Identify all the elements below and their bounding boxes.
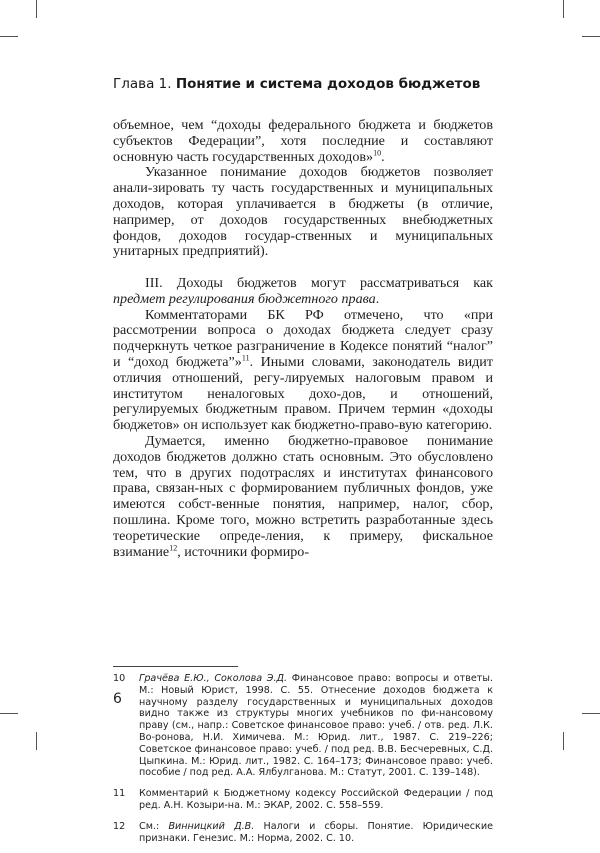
footnote-authors: Грачёва Е.Ю., Соколова Э.Д. [139,673,288,684]
footnote-number: 11 [113,788,126,800]
footnote-ref: 12 [169,542,178,552]
footnote-text: Налоги и сборы. Понятие. Юридические признаки. Генезис. М.: Норма, 2002. С. 10. [139,820,493,844]
paragraph: Указанное понимание доходов бюджетов позволяет анали-зировать ту часть государственных и муниципальных доходов, которая уплачивается в бюджеты (в отличие, например, от доходов государственных внебюджетных фондов, доходов государ-ственных и муниципальных унитарных предприятий). [113,164,493,260]
crop-mark [582,713,600,714]
footnote-ref: 10 [373,147,382,157]
crop-mark [0,36,18,37]
emphasis: предмет регулирования бюджетного права [113,290,376,307]
footnote [113,788,493,812]
crop-mark [36,732,37,750]
chapter-label: Глава 1. [113,76,172,92]
body-text [113,118,493,560]
crop-mark [0,713,18,714]
footnote-divider [113,666,238,667]
crop-mark [582,36,600,37]
paragraph: III. Доходы бюджетов могут рассматриваться как предмет регулирования бюджетного права. [113,274,493,307]
footnote-number: 10 [113,673,126,684]
paragraph: Думается, именно бюджетно-правовое понимание доходов бюджетов должно стать основным. Это обусловлено тем, что в других подотраслях и институтах финансового права, связан-ных с формированием публичных фондов, уже имеются собст-венные понятия, например, налог, сбор, пошлина. Кроме того, можно встретить разработанные здесь теоретические опреде-ления, к примеру, фискальное взимание$^{12}$, источники формиро- [113,432,493,560]
footnote-text: Комментарий к Бюджетному кодексу Российской Федерации / под ред. А.Н. Козыри-на. М.: ЭКАР, 2002. С. 558–559. [139,788,493,811]
paragraph: Комментаторами БК РФ отмечено, что «при рассмотрении вопроса о доходах бюджета следует сразу подчеркнуть четкое разграничение в Кодексе понятий “налог” и “доход бюджета”»$^{11}$. Иными словами, законодатель видит отличия отношений, регу-лируемых налоговым правом и институтом неналоговых дохо-дов, и отношений, регулируемых бюджетным правом. Причем термин «доходы бюджетов» он использует как бюджетно-право-вую категорию. [113,306,493,434]
paragraph: объемное, чем “доходы федерального бюджета и бюджетов субъектов Федерации”, хотя последние и составляют основную часть государственных доходов»$^{10}$. [113,117,493,165]
footnote-authors: Винницкий Д.В. [168,820,255,832]
running-header [113,76,480,92]
footnote-ref: 11 [241,353,250,363]
footnote-text: Финансовое право: вопросы и ответы. М.: Новый Юрист, 1998. С. 55. Отнесение доходов бюджета к научному разделу государственных и муниципальных доходов видно также из структуры многих учебников по фи-нансовому праву (см., напр.: Советское финансовое право: учеб. / отв. ред. Л.К. Во-ронова, Н.И. Химичева. М.: Юрид. лит., 1987. С. 219–226; Советское финансовое право: учеб. / под ред. В.В. Бесчеревных, С.Д. Цыпкина. М.: Юрид. лит., 1982. С. 164–173; Финансовое право: учеб. пособие / под ред. А.А. Ялбулганова. М.: Статут, 2001. С. 139–148). [139,673,493,779]
crop-mark [36,0,37,18]
crop-mark [563,732,564,750]
crop-mark [563,0,564,18]
footnotes [113,673,493,853]
page-number: 6 [113,691,122,707]
footnote: 12 См.: Винницкий Д.В. Налоги и сборы. Понятие. Юридические признаки. Генезис. М.: Норма, 2002. С. 10. [113,820,493,844]
footnote-number: 12 [113,820,126,832]
footnote [113,673,493,779]
chapter-title: Понятие и система доходов бюджетов [175,76,481,92]
